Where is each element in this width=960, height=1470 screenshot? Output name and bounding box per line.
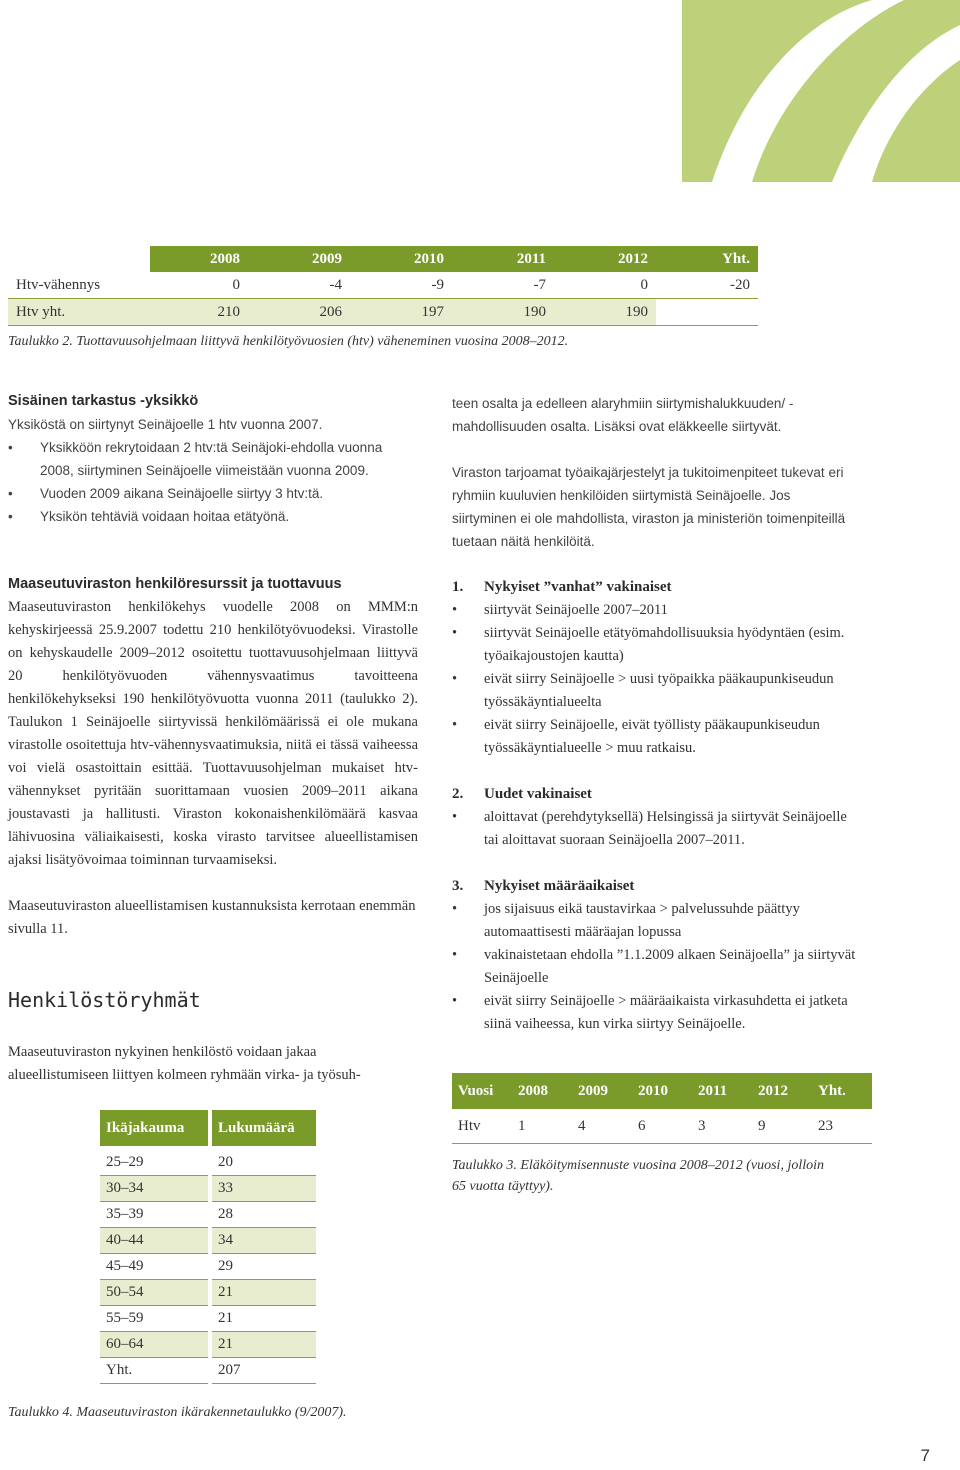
list-item: • Yksikköön rekrytoidaan 2 htv:tä Seinäjoki-ehdolla vuonna 2008, siirtyminen Seinäjoelle viimeistään vuonna 2009. — [8, 436, 418, 482]
cell: -20 — [656, 272, 758, 299]
count-cell: 21 — [212, 1306, 316, 1332]
col-header: 2008 — [150, 246, 248, 272]
list-item: • Yksikön tehtäviä voidaan hoitaa etätyönä. — [8, 505, 418, 528]
row-label: Htv yht. — [8, 299, 150, 326]
col-header: 2012 — [554, 246, 656, 272]
cell: 0 — [554, 272, 656, 299]
cell: 210 — [150, 299, 248, 326]
count-cell: 20 — [212, 1146, 316, 1176]
group-number: 1. — [452, 579, 464, 595]
col-header: 2008 — [512, 1073, 572, 1109]
list-item: • Vuoden 2009 aikana Seinäjoelle siirtyy 3 htv:tä. — [8, 482, 418, 505]
section-heading: Maaseutuviraston henkilöresurssit ja tuottavuus — [8, 576, 342, 592]
table-corner-cell — [8, 246, 150, 272]
bullet-list — [452, 898, 862, 1036]
col-header: 2011 — [452, 246, 554, 272]
table3-caption: Taulukko 3. Eläköitymisennuste vuosina 2008–2012 (vuosi, jolloin 65 vuotta täyttyy). — [452, 1158, 825, 1194]
table4-caption: Taulukko 4. Maaseutuviraston ikärakennetaulukko (9/2007). — [8, 1405, 347, 1420]
table-row — [8, 299, 758, 326]
count-cell: 28 — [212, 1202, 316, 1228]
table-row — [100, 1332, 316, 1358]
count-cell: 21 — [212, 1332, 316, 1358]
cell: 23 — [812, 1109, 872, 1144]
table-row — [100, 1146, 316, 1176]
col-header: 2011 — [692, 1073, 752, 1109]
age-range-cell: 45–49 — [100, 1254, 208, 1280]
section-resources — [8, 573, 418, 941]
section-internal-audit — [8, 390, 418, 528]
col-header: 2012 — [752, 1073, 812, 1109]
paragraph: Viraston tarjoamat työaikajärjestelyt ja tukitoimenpiteet tukevat eri ryhmiin kuuluvien henkilöiden siirtymistä Seinäjoelle. Jos siirtyminen ei ole mahdollista, viraston ja ministeriön toimenpiteillä tuetaan näitä henkilöitä. — [452, 465, 846, 549]
age-range-cell: 25–29 — [100, 1146, 208, 1176]
paragraph: Maaseutuviraston nykyinen henkilöstö voidaan jakaa alueellistumiseen liittyen kolmeen ryhmään virka- ja työsuh- — [8, 1044, 361, 1083]
section-intro: Yksiköstä on siirtynyt Seinäjoelle 1 htv vuonna 2007. — [8, 417, 323, 432]
table-htv-reduction — [8, 246, 758, 326]
group-heading — [452, 783, 862, 806]
list-item: • vakinaistetaan ehdolla ”1.1.2009 alkaen Seinäjoella” ja siirtyvät Seinäjoelle — [452, 944, 862, 990]
section-heading: Sisäinen tarkastus -yksikkö — [8, 393, 199, 409]
bullet-list — [8, 436, 418, 528]
age-range-cell: 55–59 — [100, 1306, 208, 1332]
list-item: • eivät siirry Seinäjoelle > uusi työpaikka pääkaupunkiseudun työssäkäyntialueelta — [452, 668, 862, 714]
cell: 6 — [632, 1109, 692, 1144]
list-item: • siirtyvät Seinäjoelle etätyömahdollisuuksia hyödyntäen (esim. työaikajoustojen kautta) — [452, 622, 862, 668]
table-row — [100, 1358, 316, 1384]
cell: -9 — [350, 272, 452, 299]
cell: 190 — [554, 299, 656, 326]
cell: 190 — [452, 299, 554, 326]
table-body — [100, 1146, 316, 1384]
list-item: • jos sijaisuus eikä taustavirkaa > palvelussuhde päättyy automaattisesti määräajan lopussa — [452, 898, 862, 944]
col-header: Ikäjakauma — [100, 1110, 208, 1146]
bullet-list — [452, 806, 862, 852]
list-item: • eivät siirry Seinäjoelle > määräaikaista virkasuhdetta ei jatketa siinä vaiheessa, kun virka siirtyy Seinäjoelle. — [452, 990, 862, 1036]
table-row — [100, 1306, 316, 1332]
list-item: • siirtyvät Seinäjoelle 2007–2011 — [452, 599, 862, 622]
col-header: 2010 — [632, 1073, 692, 1109]
group-1 — [452, 576, 862, 760]
cell: -4 — [248, 272, 350, 299]
cell: Htv — [452, 1109, 512, 1144]
age-range-cell: 35–39 — [100, 1202, 208, 1228]
group-heading — [452, 576, 862, 599]
table-row — [100, 1254, 316, 1280]
list-item: • eivät siirry Seinäjoelle, eivät työllisty pääkaupunkiseudun työssäkäyntialueelle > muu ratkaisu. — [452, 714, 862, 760]
group-title: Nykyiset ”vanhat” vakinaiset — [484, 579, 672, 595]
age-range-cell: 30–34 — [100, 1176, 208, 1202]
count-cell: 21 — [212, 1280, 316, 1306]
age-range-cell: 50–54 — [100, 1280, 208, 1306]
age-range-cell: 60–64 — [100, 1332, 208, 1358]
table-row — [100, 1228, 316, 1254]
table2-caption: Taulukko 2. Tuottavuusohjelmaan liittyvä henkilötyövuosien (htv) väheneminen vuosina 2008–2012. — [8, 334, 569, 349]
cell: 4 — [572, 1109, 632, 1144]
row-label: Htv-vähennys — [8, 272, 150, 299]
age-range-cell: Yht. — [100, 1358, 208, 1384]
table-retirement-forecast — [452, 1073, 872, 1144]
count-cell: 207 — [212, 1358, 316, 1384]
group-number: 2. — [452, 786, 464, 802]
cell: 0 — [150, 272, 248, 299]
count-cell: 29 — [212, 1254, 316, 1280]
cell: 206 — [248, 299, 350, 326]
table-row — [452, 1109, 872, 1144]
count-cell: 33 — [212, 1176, 316, 1202]
paragraph: Maaseutuviraston alueellistamisen kustannuksista kerrotaan enemmän sivulla 11. — [8, 898, 416, 937]
col-header: Vuosi — [452, 1073, 512, 1109]
cell — [656, 299, 758, 326]
col-header: Yht. — [812, 1073, 872, 1109]
group-3 — [452, 875, 862, 1036]
cell: 1 — [512, 1109, 572, 1144]
paragraph: teen osalta ja edelleen alaryhmiin siirtymishalukkuuden/ - mahdollisuuden osalta. Lisäksi ovat eläkkeelle siirtyvät. — [452, 396, 794, 434]
section-title-henkilostoryhmat: Henkilöstöryhmät — [8, 988, 201, 1012]
table-row — [100, 1280, 316, 1306]
bullet-list — [452, 599, 862, 760]
age-range-cell: 40–44 — [100, 1228, 208, 1254]
paragraph: Maaseutuviraston henkilökehys vuodelle 2008 on MMM:n kehyskirjeessä 25.9.2007 todettu 210 henkilötyövuodeksi. Virastolle on kehyskaudelle 2009–2012 osoitettu tuottavuusohjelmaan liittyvä 20 henkilötyövuoden vähennysvaatimus tavoitteena henkilökehykseksi 190 henkilötyövuotta vuonna 2011 (taulukko 2). Taulukon 1 Seinäjoelle siirtyvissä henkilömäärissä ei ole mukana virastolle osoitettuja htv-vähennysvaatimuksia, niitä ei tässä vaiheessa voi vielä osastoittain esittää. Tuottavuusohjelman mukaiset htv-vähennykset pyritään suorittamaan vuosien 2009–2011 aikana joustavasti ja hallitusti. Viraston kokonaishenkilömäärä kasvaa lähivuosina väliaikaisesti, koska virasto tarvitsee alueellistamisen ajaksi lisätyövoimaa toiminnan turvaamiseksi. — [8, 599, 418, 868]
list-item: • aloittavat (perehdytyksellä) Helsingissä ja siirtyvät Seinäjoelle tai aloittavat suoraan Seinäjoella 2007–2011. — [452, 806, 862, 852]
cell: 197 — [350, 299, 452, 326]
cell: 9 — [752, 1109, 812, 1144]
group-heading — [452, 875, 862, 898]
table-row — [100, 1202, 316, 1228]
group-title: Nykyiset määräaikaiset — [484, 878, 635, 894]
col-header: 2010 — [350, 246, 452, 272]
group-2 — [452, 783, 862, 852]
page-number: 7 — [920, 1446, 930, 1465]
group-number: 3. — [452, 878, 464, 894]
col-header: Yht. — [656, 246, 758, 272]
col-header: 2009 — [248, 246, 350, 272]
col-header: Lukumäärä — [212, 1110, 316, 1146]
table-row — [8, 272, 758, 299]
table-row — [100, 1176, 316, 1202]
cell: -7 — [452, 272, 554, 299]
table-age-distribution — [100, 1110, 316, 1384]
corner-decoration — [682, 0, 960, 182]
col-header: 2009 — [572, 1073, 632, 1109]
group-title: Uudet vakinaiset — [484, 786, 592, 802]
cell: 3 — [692, 1109, 752, 1144]
count-cell: 34 — [212, 1228, 316, 1254]
